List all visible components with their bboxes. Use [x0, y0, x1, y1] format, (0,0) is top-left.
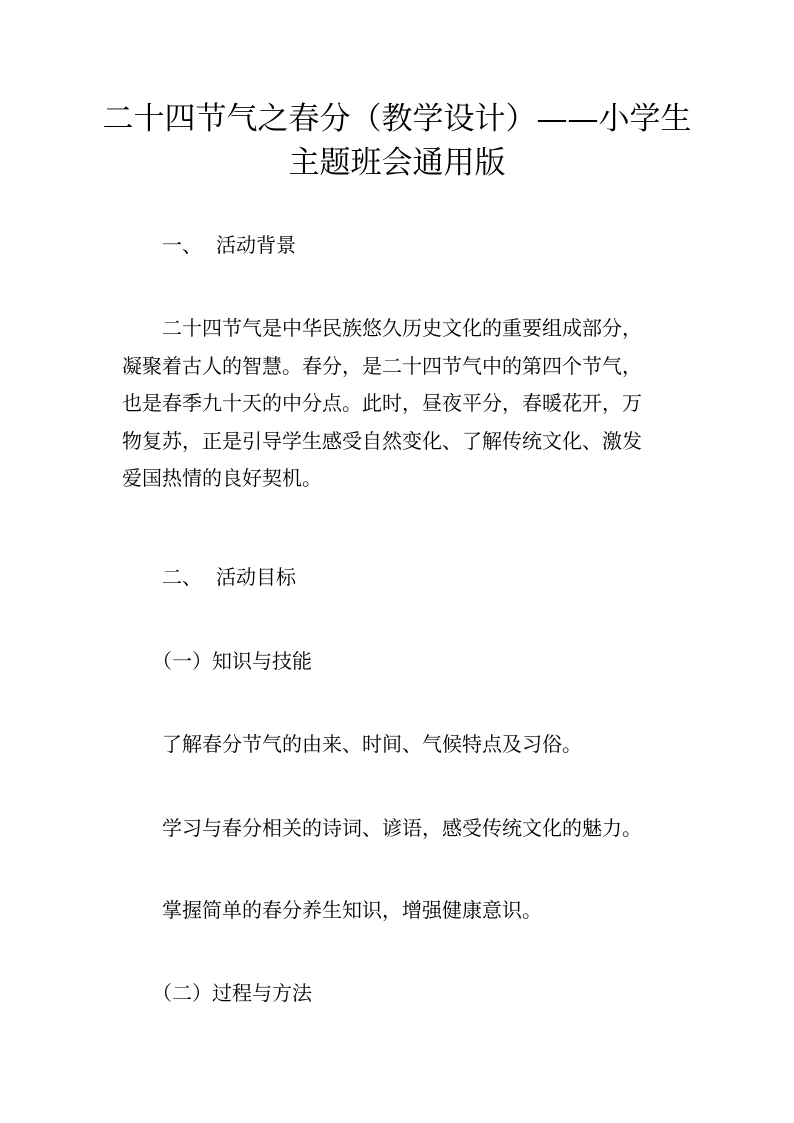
section-title: 活动目标: [216, 565, 296, 589]
goal-item-2: 学习与春分相关的诗词、谚语，感受传统文化的魅力。: [162, 816, 642, 840]
paragraph-line: 物复苏，正是引导学生感受自然变化、了解传统文化、激发: [122, 428, 642, 453]
subheading-knowledge-skills: （一）知识与技能: [152, 649, 312, 673]
subheading-process-method: （二）过程与方法: [152, 981, 312, 1005]
paragraph-line: 爱国热情的良好契机。: [122, 466, 322, 490]
document-title-line2: 主题班会通用版: [288, 145, 506, 181]
section-title: 活动背景: [216, 233, 296, 257]
background-paragraph: [122, 310, 678, 498]
goal-item-1: 了解春分节气的由来、时间、气候特点及习俗。: [162, 732, 582, 756]
section-number: 一、: [162, 233, 202, 257]
paragraph-line: 凝聚着古人的智慧。春分，是二十四节气中的第四个节气，: [122, 353, 642, 378]
paragraph-line: 也是春季九十天的中分点。此时，昼夜平分，春暖花开，万: [122, 391, 642, 415]
section-number: 二、: [162, 565, 202, 589]
goal-item-3: 掌握简单的春分养生知识，增强健康意识。: [162, 898, 542, 922]
document-title-line1: 二十四节气之春分（教学设计）——小学生: [102, 101, 692, 137]
section-heading-background: [162, 231, 296, 259]
paragraph-line: 二十四节气是中华民族悠久历史文化的重要组成部分，: [162, 316, 642, 340]
section-heading-goals: [162, 563, 296, 591]
